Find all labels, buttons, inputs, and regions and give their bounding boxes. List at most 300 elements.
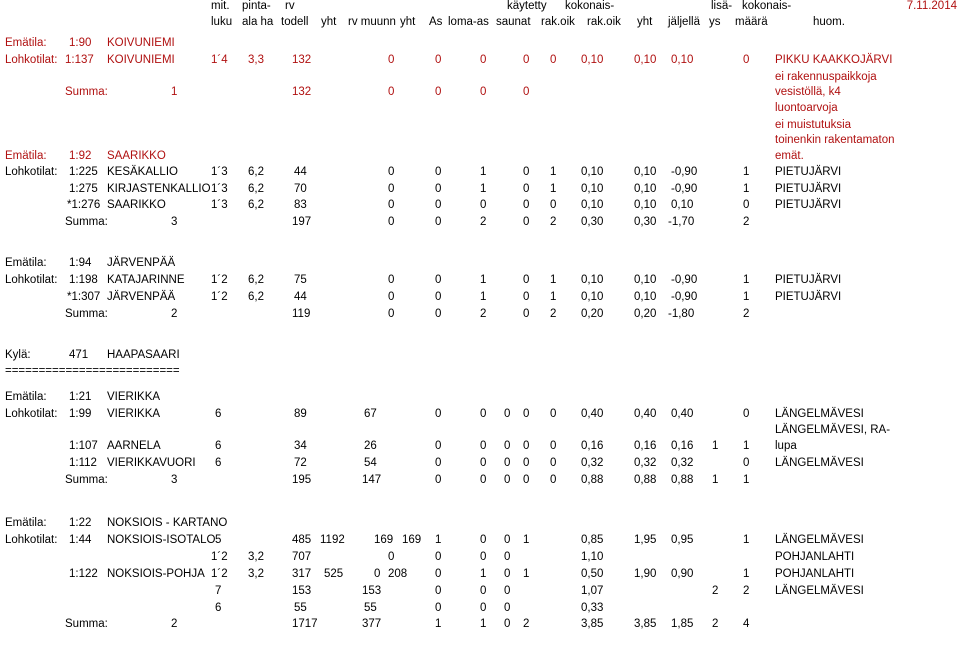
table-cell: 2 [480, 216, 487, 228]
table-cell: 377 [362, 618, 382, 630]
table-cell: 0 [523, 440, 530, 452]
table-cell: PIETUJÄRVI [775, 183, 842, 195]
table-cell: 1´3 [211, 183, 228, 195]
table-cell: 2 [712, 585, 719, 597]
table-cell: 0,90 [671, 568, 694, 580]
table-cell: 132 [292, 86, 312, 98]
table-cell: -1,70 [668, 216, 695, 228]
table-cell: 0 [480, 440, 487, 452]
table-cell: 0 [480, 54, 487, 66]
table-cell: SAARIKKO [107, 150, 166, 162]
table-cell: 1:122 [69, 568, 98, 580]
table-cell: 0 [480, 199, 487, 211]
table-cell: JÄRVENPÄÄ [107, 291, 176, 303]
table-cell: VIERIKKA [107, 408, 161, 420]
table-cell: -0,90 [671, 274, 698, 286]
table-cell: 0 [504, 474, 511, 486]
table-cell: 0,10 [581, 274, 604, 286]
table-cell: 1 [550, 166, 557, 178]
table-cell: 34 [294, 440, 307, 452]
table-cell: 0 [388, 166, 395, 178]
table-cell: 0,10 [634, 54, 657, 66]
table-cell: 72 [294, 457, 307, 469]
table-cell: Summa: [65, 474, 108, 486]
table-cell: 1 [480, 166, 487, 178]
table-cell: 5 [215, 534, 222, 546]
table-cell: LÄNGELMÄVESI [775, 408, 864, 420]
table-cell: NOKSIOIS - KARTANO [107, 517, 228, 529]
header-cell: As [429, 16, 443, 28]
table-cell: HAAPASAARI [107, 349, 180, 361]
table-cell: 119 [292, 308, 311, 320]
header-cell: todell [281, 16, 309, 28]
table-cell: 0,32 [671, 457, 694, 469]
table-cell: 132 [292, 54, 312, 66]
table-cell: 1 [550, 183, 557, 195]
table-cell: 0 [480, 474, 487, 486]
table-cell: 1 [435, 534, 442, 546]
table-cell: 0 [480, 408, 487, 420]
table-cell: Lohkotilat: [5, 408, 58, 420]
table-cell: 0 [435, 199, 442, 211]
table-cell: 1:92 [69, 150, 92, 162]
table-cell: 1 [712, 440, 719, 452]
table-cell: 0 [523, 457, 530, 469]
table-cell: 0,16 [671, 440, 694, 452]
table-cell: 153 [362, 585, 382, 597]
table-cell: 3 [171, 474, 178, 486]
table-cell: 0 [435, 585, 442, 597]
table-cell: Emätila: [5, 257, 47, 269]
table-cell: *1:276 [67, 199, 101, 211]
table-cell: 0 [435, 308, 442, 320]
table-cell: 44 [294, 166, 307, 178]
table-cell: Lohkotilat: [5, 166, 58, 178]
table-cell: Lohkotilat: [5, 274, 58, 286]
table-cell: AARNELA [107, 440, 161, 452]
table-cell: Lohkotilat: [5, 54, 58, 66]
header-cell: jäljellä [668, 16, 700, 28]
table-cell: 89 [294, 408, 307, 420]
table-cell: 0,10 [581, 199, 604, 211]
table-cell: ei muistutuksia [775, 119, 852, 131]
table-cell: 0 [550, 54, 557, 66]
table-cell: KOIVUNIEMI [107, 54, 175, 66]
table-cell: 7 [215, 585, 222, 597]
table-cell: 6,2 [248, 199, 264, 211]
table-cell: Summa: [65, 216, 108, 228]
table-cell: 2 [480, 308, 487, 320]
table-cell: 0,10 [581, 166, 604, 178]
table-cell: toinenkin rakentamaton [775, 134, 895, 146]
table-cell: 2 [523, 618, 530, 630]
table-cell: LÄNGELMÄVESI [775, 585, 864, 597]
table-cell: 1 [743, 166, 750, 178]
table-cell: 1:112 [69, 457, 97, 469]
table-cell: 67 [364, 408, 377, 420]
table-cell: 0,10 [634, 274, 657, 286]
table-cell: 1:22 [69, 517, 92, 529]
table-cell: 0 [388, 183, 395, 195]
table-cell: 0,10 [634, 166, 657, 178]
table-cell: ========================== [5, 365, 180, 377]
table-cell: 0 [435, 86, 442, 98]
table-cell: 1,90 [634, 568, 657, 580]
table-cell: 0 [550, 457, 557, 469]
header-cell: loma-as [448, 16, 489, 28]
table-cell: 0 [504, 568, 511, 580]
table-cell: 0 [523, 474, 530, 486]
table-cell: 1´2 [211, 274, 228, 286]
table-cell: 0 [388, 308, 395, 320]
table-cell: 1´2 [211, 568, 228, 580]
table-cell: 0 [504, 457, 511, 469]
table-cell: 0,32 [581, 457, 604, 469]
table-cell: Emätila: [5, 150, 47, 162]
table-cell: 3,85 [581, 618, 604, 630]
table-cell: ei rakennuspaikkoja [775, 71, 877, 83]
table-cell: 0,33 [581, 602, 604, 614]
header-cell: rv [285, 0, 295, 12]
table-cell: 55 [294, 602, 307, 614]
table-cell: 1 [743, 440, 750, 452]
table-cell: PIKKU KAAKKOJÄRVI [775, 54, 893, 66]
table-cell: lupa [775, 440, 797, 452]
table-cell: 0 [480, 585, 487, 597]
table-cell: 0 [550, 440, 557, 452]
table-cell: 0 [435, 291, 442, 303]
table-cell: 0 [435, 183, 442, 195]
table-cell: 83 [294, 199, 307, 211]
table-cell: 0 [523, 408, 530, 420]
table-cell: 0,40 [581, 408, 604, 420]
table-cell: 75 [294, 274, 307, 286]
table-cell: NOKSIOIS-ISOTALO [107, 534, 216, 546]
table-cell: 0 [480, 534, 487, 546]
table-cell: 1717 [292, 618, 318, 630]
table-cell: 26 [364, 440, 377, 452]
table-cell: 1:275 [69, 183, 98, 195]
table-cell: 0 [388, 274, 395, 286]
table-cell: luontoarvoja [775, 102, 838, 114]
table-cell: 0 [374, 568, 381, 580]
table-cell: 1´2 [211, 551, 228, 563]
table-cell: 0,30 [634, 216, 657, 228]
table-cell: 6 [215, 457, 222, 469]
header-cell: rv muunn [348, 16, 396, 28]
table-cell: 471 [69, 349, 89, 361]
table-cell: -0,90 [671, 166, 698, 178]
table-cell: JÄRVENPÄÄ [107, 257, 176, 269]
table-cell: PIETUJÄRVI [775, 166, 842, 178]
table-cell: 0,30 [581, 216, 604, 228]
table-cell: 0,10 [634, 199, 657, 211]
table-cell: 0,40 [671, 408, 694, 420]
table-cell: 1 [743, 568, 750, 580]
table-cell: 1 [480, 568, 487, 580]
table-cell: 0,16 [634, 440, 657, 452]
table-cell: 1 [743, 274, 750, 286]
table-cell: LÄNGELMÄVESI, RA- [775, 424, 891, 436]
table-cell: 1:137 [65, 54, 94, 66]
table-cell: 0,85 [581, 534, 604, 546]
table-cell: 0,88 [634, 474, 657, 486]
table-cell: 2 [743, 308, 750, 320]
table-cell: 1´4 [211, 54, 228, 66]
table-cell: 0 [435, 274, 442, 286]
table-cell: 1:107 [69, 440, 98, 452]
table-cell: LÄNGELMÄVESI [775, 457, 864, 469]
table-cell: 1 [480, 274, 487, 286]
table-cell: NOKSIOIS-POHJA [107, 568, 205, 580]
table-cell: 0 [523, 183, 530, 195]
table-cell: 0,32 [634, 457, 657, 469]
table-cell: 3,2 [248, 568, 264, 580]
table-cell: 0,50 [581, 568, 604, 580]
table-cell: KOIVUNIEMI [107, 37, 175, 49]
table-cell: emät. [775, 150, 804, 162]
table-cell: 0,10 [581, 291, 604, 303]
table-cell: 6,2 [248, 166, 264, 178]
table-cell: 0,10 [634, 291, 657, 303]
table-cell: 1:44 [69, 534, 92, 546]
table-cell: 1,95 [634, 534, 657, 546]
header-cell: kokonais- [742, 0, 792, 12]
table-cell: 0,10 [671, 54, 694, 66]
table-cell: VIERIKKA [107, 391, 161, 403]
table-cell: 0 [504, 551, 511, 563]
table-cell: 1 [523, 534, 530, 546]
table-cell: VIERIKKAVUORI [107, 457, 196, 469]
table-cell: 0,95 [671, 534, 694, 546]
table-cell: 0,10 [634, 183, 657, 195]
table-cell: 0 [743, 54, 750, 66]
table-cell: PIETUJÄRVI [775, 274, 842, 286]
table-cell: 0 [388, 216, 395, 228]
table-cell: 0 [435, 551, 442, 563]
table-cell: LÄNGELMÄVESI [775, 534, 864, 546]
table-cell: Summa: [65, 618, 108, 630]
table-cell: 44 [294, 291, 307, 303]
table-cell: 0 [388, 199, 395, 211]
table-cell: Emätila: [5, 37, 47, 49]
table-cell: Summa: [65, 86, 108, 98]
table-cell: 0 [743, 199, 750, 211]
table-cell: 2 [550, 308, 557, 320]
table-cell: 0 [480, 551, 487, 563]
table-cell: vesistöllä, k4 [775, 86, 841, 98]
table-cell: 3,3 [248, 54, 264, 66]
table-cell: 1 [550, 291, 557, 303]
table-cell: 6,2 [248, 183, 264, 195]
header-cell: käytetty [507, 0, 547, 12]
table-cell: -0,90 [671, 291, 698, 303]
table-cell: 0 [435, 440, 442, 452]
table-cell: 54 [364, 457, 377, 469]
table-cell: 0,10 [581, 54, 604, 66]
table-cell: 0 [435, 602, 442, 614]
table-cell: 1 [712, 474, 719, 486]
header-cell: lisä- [711, 0, 733, 12]
table-cell: 3,85 [634, 618, 657, 630]
table-cell: 1 [743, 534, 750, 546]
table-cell: *1:307 [67, 291, 101, 303]
header-cell: rak.oik [587, 16, 621, 28]
table-cell: KIRJASTENKALLIO [107, 183, 211, 195]
table-cell: 2 [743, 216, 750, 228]
table-cell: 1 [523, 568, 530, 580]
table-cell: 0 [435, 216, 442, 228]
table-cell: 0 [435, 568, 442, 580]
header-cell: yht [637, 16, 653, 28]
table-cell: 0 [523, 86, 530, 98]
table-cell: 0 [523, 54, 530, 66]
table-cell: 0 [480, 457, 487, 469]
table-cell: Emätila: [5, 391, 47, 403]
table-cell: 6 [215, 440, 222, 452]
table-cell: 1,85 [671, 618, 694, 630]
header-cell: ala ha [242, 16, 274, 28]
table-cell: 2 [550, 216, 557, 228]
table-cell: 1´3 [211, 199, 228, 211]
table-cell: 0,20 [634, 308, 657, 320]
table-cell: POHJANLAHTI [775, 568, 855, 580]
table-cell: 0 [435, 408, 442, 420]
table-cell: 2 [743, 585, 750, 597]
header-cell: luku [211, 16, 233, 28]
table-cell: 1 [743, 474, 750, 486]
table-cell: Summa: [65, 308, 108, 320]
table-cell: 1:21 [69, 391, 92, 403]
table-cell: 1:90 [69, 37, 92, 49]
header-cell: huom. [813, 16, 845, 28]
table-cell: 147 [362, 474, 382, 486]
header-date: 7.11.2014 [906, 0, 957, 12]
table-cell: 0 [523, 274, 530, 286]
table-cell: 0 [504, 440, 511, 452]
table-cell: 525 [324, 568, 344, 580]
table-cell: 6 [215, 408, 222, 420]
table-cell: 0 [435, 457, 442, 469]
table-cell: 153 [292, 585, 312, 597]
table-cell: 0 [480, 602, 487, 614]
table-cell: 0 [523, 291, 530, 303]
table-cell: -0,90 [671, 183, 698, 195]
table-cell: 1 [435, 618, 442, 630]
table-cell: 169 [402, 534, 422, 546]
header-cell: mit. [211, 0, 230, 12]
table-cell: 1:99 [69, 408, 92, 420]
table-cell: 1 [550, 274, 557, 286]
table-cell: Kylä: [5, 349, 31, 361]
table-cell: 6 [215, 602, 222, 614]
table-cell: Lohkotilat: [5, 534, 58, 546]
table-cell: 1:198 [69, 274, 98, 286]
table-cell: 0 [743, 408, 750, 420]
table-cell: 1,07 [581, 585, 604, 597]
table-cell: 2 [712, 618, 719, 630]
table-cell: 0,88 [581, 474, 604, 486]
table-cell: 208 [388, 568, 408, 580]
table-cell: 0,20 [581, 308, 604, 320]
table-cell: 195 [292, 474, 312, 486]
table-cell: 1 [743, 183, 750, 195]
header-cell: ys [709, 16, 721, 28]
table-cell: 0 [504, 534, 511, 546]
table-cell: 1,10 [581, 551, 604, 563]
table-cell: 0 [388, 86, 395, 98]
table-cell: KATAJARINNE [107, 274, 185, 286]
table-cell: 3,2 [248, 551, 264, 563]
header-cell: pinta- [242, 0, 271, 12]
table-cell: 0,10 [671, 199, 694, 211]
table-cell: 0 [550, 199, 557, 211]
table-cell: 0 [504, 408, 511, 420]
table-cell: 197 [292, 216, 312, 228]
table-cell: 0 [388, 551, 395, 563]
header-cell: rak.oik [541, 16, 575, 28]
table-cell: 0,10 [581, 183, 604, 195]
table-cell: 1 [480, 618, 487, 630]
table-cell: 4 [743, 618, 750, 630]
table-cell: 485 [292, 534, 312, 546]
table-cell: 0 [504, 618, 511, 630]
table-cell: 3 [171, 216, 178, 228]
table-cell: Emätila: [5, 517, 47, 529]
table-cell: KESÄKALLIO [107, 166, 178, 178]
table-cell: PIETUJÄRVI [775, 199, 842, 211]
table-cell: 1´2 [211, 291, 228, 303]
table-cell: 0 [480, 86, 487, 98]
table-cell: 0 [504, 585, 511, 597]
table-cell: 1 [743, 291, 750, 303]
table-cell: 2 [171, 308, 178, 320]
table-cell: 0 [435, 474, 442, 486]
table-cell: 0,88 [671, 474, 694, 486]
table-cell: SAARIKKO [107, 199, 166, 211]
table-cell: 0 [743, 457, 750, 469]
table-cell: 1192 [320, 534, 345, 546]
table-cell: POHJANLAHTI [775, 551, 855, 563]
table-cell: 55 [364, 602, 377, 614]
table-cell: 0 [550, 408, 557, 420]
table-cell: 0 [523, 199, 530, 211]
table-cell: 2 [171, 618, 178, 630]
table-cell: 1 [480, 183, 487, 195]
table-cell: 1´3 [211, 166, 228, 178]
table-cell: 6,2 [248, 274, 264, 286]
table-cell: PIETUJÄRVI [775, 291, 842, 303]
table-cell: 0 [435, 166, 442, 178]
table-cell: 6,2 [248, 291, 264, 303]
header-cell: kokonais- [565, 0, 615, 12]
table-cell: 317 [292, 568, 312, 580]
table-cell: 0 [435, 54, 442, 66]
table-cell: 0 [504, 602, 511, 614]
table-cell: 1 [480, 291, 487, 303]
header-cell: määrä [735, 16, 768, 28]
table-cell: 1:94 [69, 257, 92, 269]
header-cell: yht [400, 16, 416, 28]
table-cell: 0,40 [634, 408, 657, 420]
table-cell: 1 [171, 86, 178, 98]
table-cell: 1:225 [69, 166, 98, 178]
header-cell: yht [321, 16, 337, 28]
table-cell: 0 [523, 308, 530, 320]
table-cell: 0 [550, 474, 557, 486]
table-cell: 0 [388, 54, 395, 66]
table-cell: 70 [294, 183, 307, 195]
